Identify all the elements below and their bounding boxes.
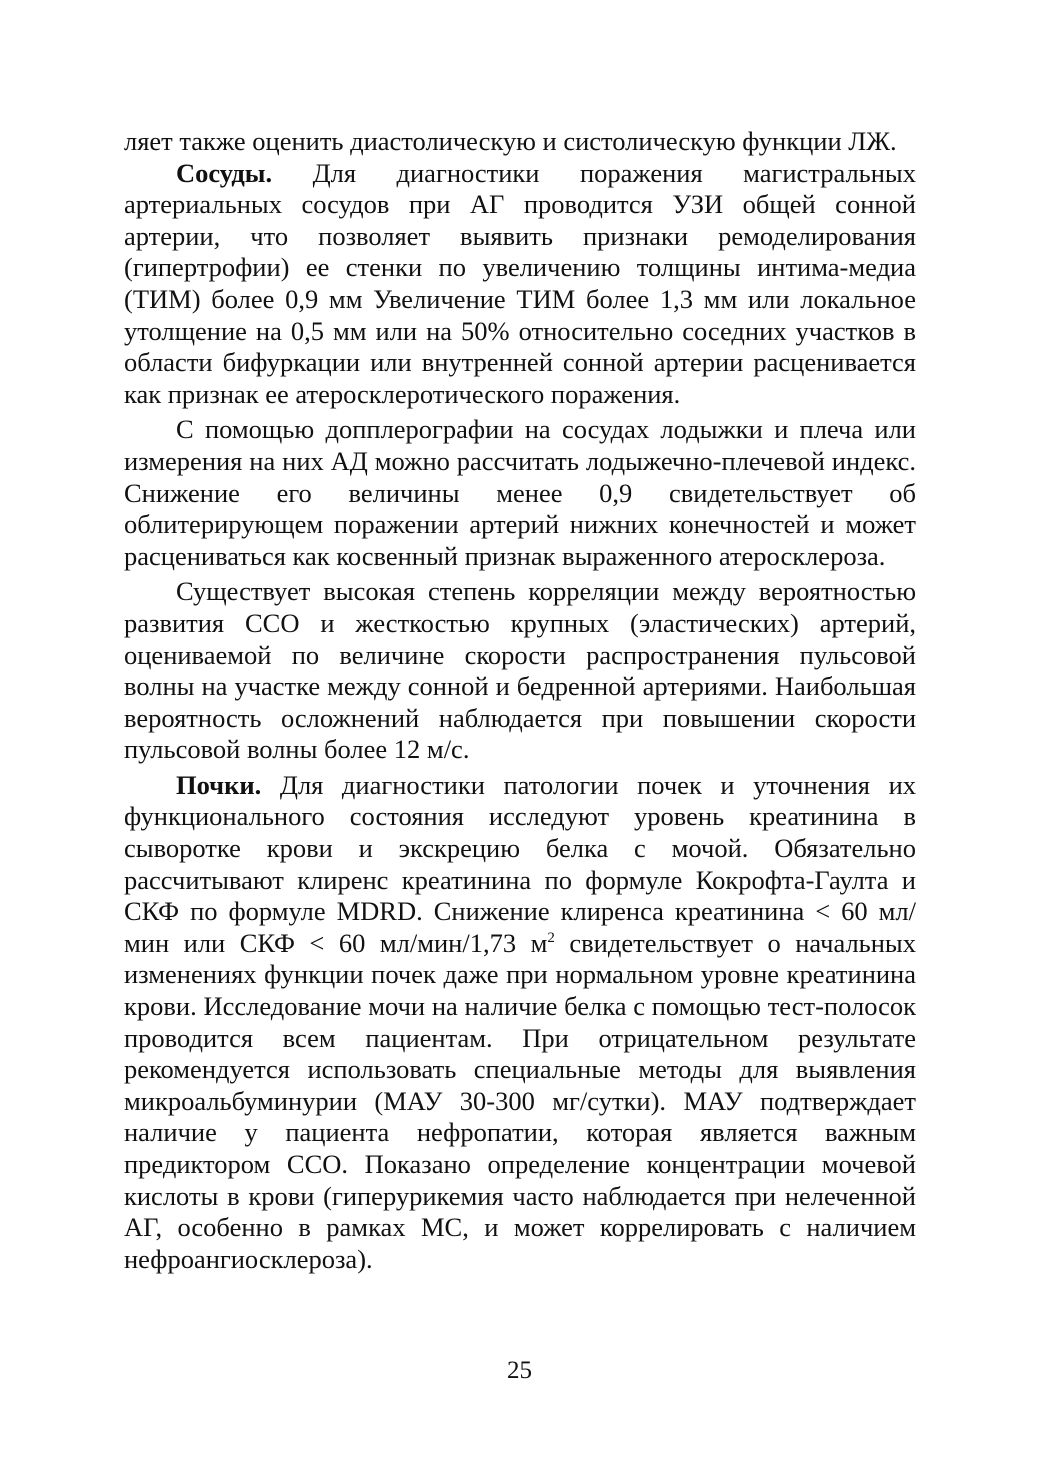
section-heading-vessels: Сосуды. <box>176 157 273 188</box>
paragraph-text: Для диагностики поражения магистральных артериальных сосудов при АГ проводится УЗИ общей сонной артерии, что позволяет выявить признаки ремоделирования (гипертрофии) ее стенки по увеличению толщины интима-медиа (ТИМ) более 0,9 мм Увеличение ТИМ более 1,3 мм или локальное утолщение на 0,5 мм или на 50% относительно соседних участков в области бифуркации или внутренней сонной артерии расценивается как признак ее атеросклеротического поражения. <box>124 157 916 409</box>
paragraph-vessels <box>124 158 916 411</box>
paragraph-doppler <box>124 414 916 572</box>
section-heading-kidneys: Почки. <box>176 769 262 800</box>
paragraph-text: Для диагностики патологии почек и уточнения их функционального состояния исследуют уровень креатинина в сыворотке крови и экскрецию белка с мочой. Обязательно рассчитывают клиренс креатинина по формуле Кокрофта-Гаулта и СКФ по формуле MDRD. Снижение клиренса креатинина < 60 мл/мин или СКФ < 60 мл/мин/1,73 м <box>124 769 916 958</box>
paragraph-text: ляет также оценить диастолическую и систолическую функции ЛЖ. <box>124 126 897 156</box>
paragraph-lv-function <box>124 126 916 158</box>
paragraph-kidneys <box>124 770 916 1276</box>
paragraph-text: С помощью допплерографии на сосудах лодыжки и плеча или измерения на них АД можно рассчитать лодыжечно-плечевой индекс. Снижение его величины менее 0,9 свидетельствует об облитерирующем поражении артерий нижних конечностей и может расцениваться как косвенный признак выраженного атеросклероза. <box>124 414 916 571</box>
paragraph-arterial-stiffness <box>124 576 916 766</box>
paragraph-text: Существует высокая степень корреляции между вероятностью развития ССО и жесткостью крупных (эластических) артерий, оцениваемой по величине скорости распространения пульсовой волны на участке между сонной и бедренной артериями. Наибольшая вероятность осложнений наблюдается при повышении скорости пульсовой волны более 12 м/с. <box>124 576 916 765</box>
paragraph-text: свидетельствует о начальных изменениях функции почек даже при нормальном уровне креатинина крови. Исследование мочи на наличие белка с помощью тест-полосок проводится всем пациентам. При отрицательном результате рекомендуется использовать специальные методы для выявления микроальбуминурии (МАУ 30-300 мг/сутки). МАУ подтверждает наличие у пациента нефропатии, которая является важным предиктором ССО. Показано определение концентрации мочевой кислоты в крови (гиперурикемия часто наблюдается при нелеченной АГ, особенно в рамках МС, и может коррелировать с наличием нефроангиосклероза). <box>124 927 916 1274</box>
page-number: 25 <box>507 1357 532 1384</box>
page-body <box>124 126 916 1275</box>
superscript-exponent: 2 <box>547 929 555 946</box>
